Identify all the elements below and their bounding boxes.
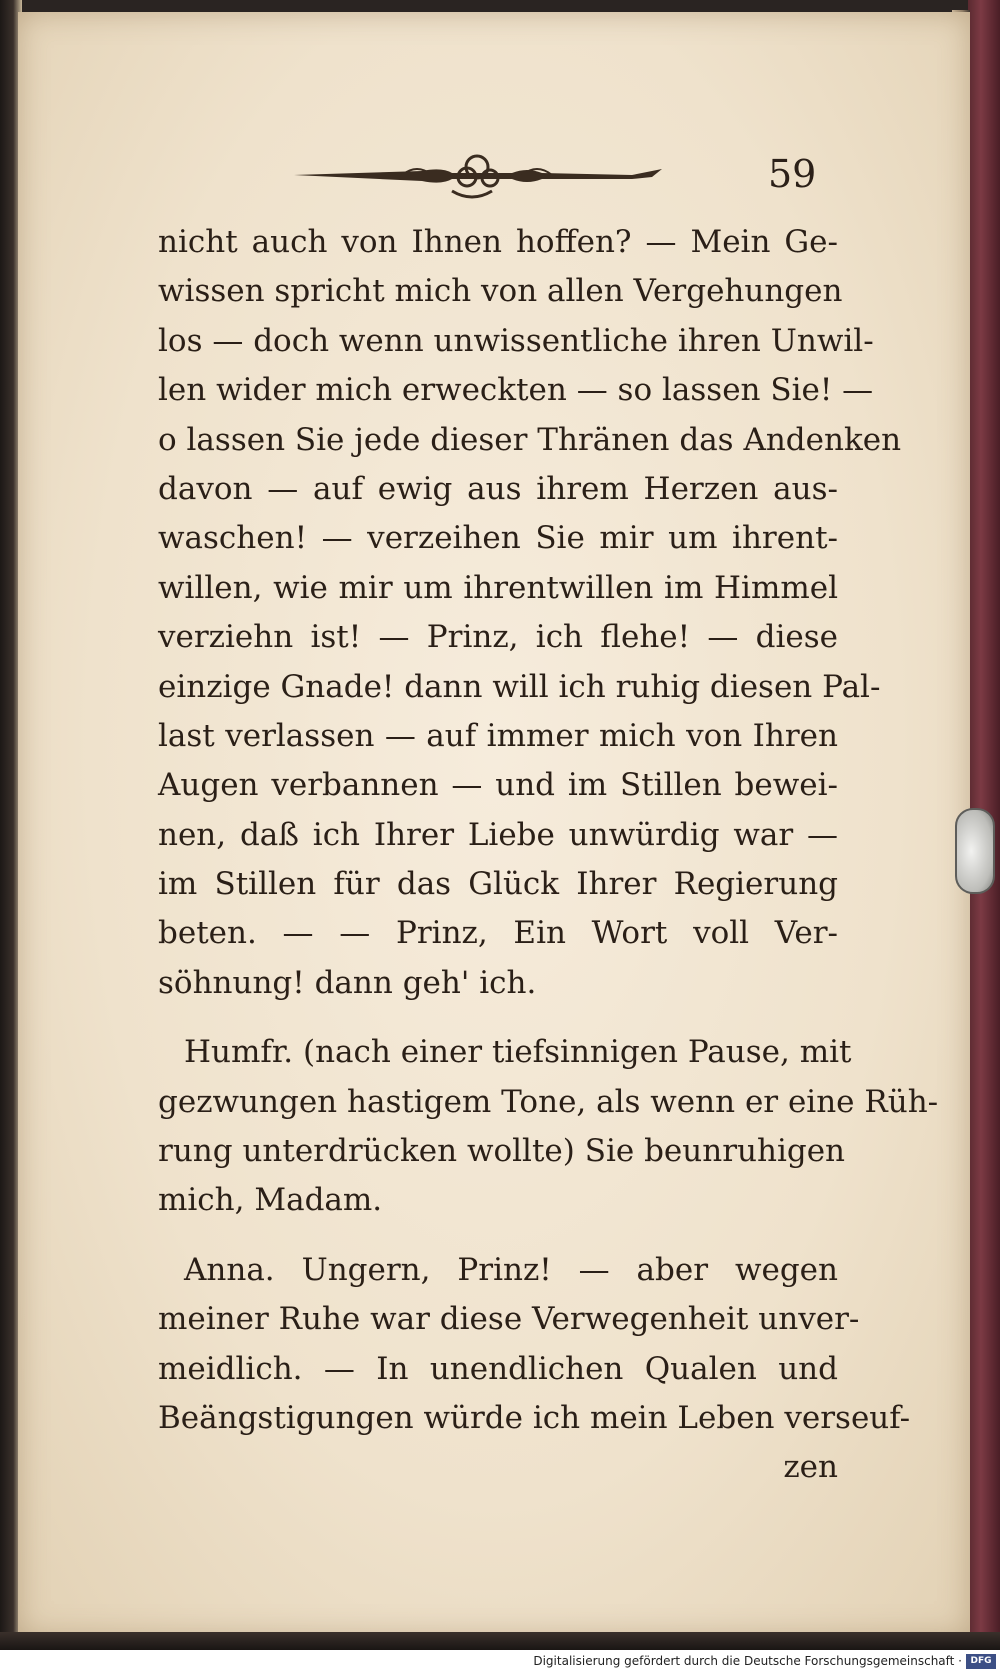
paragraph-gap xyxy=(158,1226,838,1246)
text-line: los — doch wenn unwissentliche ihren Unwil- xyxy=(158,322,874,359)
text-line: davon — auf ewig aus ihrem Herzen aus- xyxy=(158,470,838,507)
text-line: waschen! — verzeihen Sie mir um ihrent- xyxy=(158,520,838,557)
text-line: söhnung! dann geh' ich. xyxy=(158,964,537,1001)
text-line: im Stillen für das Glück Ihrer Regierung xyxy=(158,866,838,903)
text-line: nen, daß ich Ihrer Liebe unwürdig war — xyxy=(158,816,838,853)
text-line: beten. — — Prinz, Ein Wort voll Ver- xyxy=(158,915,838,952)
text-line: rung unterdrücken wollte) Sie beunruhigen xyxy=(158,1133,846,1170)
text-line: einzige Gnade! dann will ich ruhig diesen Pal- xyxy=(158,668,881,705)
text-line: gezwungen hastigem Tone, als wenn er eine Rüh- xyxy=(158,1083,939,1120)
text-line: o lassen Sie jede dieser Thränen das Andenken xyxy=(158,421,902,458)
page-number: 59 xyxy=(768,152,817,196)
page-clip xyxy=(955,808,995,894)
speaker-line-humfr: Humfr. (nach einer tiefsinnigen Pause, mit xyxy=(184,1034,852,1071)
paragraph-gap xyxy=(158,1008,838,1028)
text-line: wissen spricht mich von allen Vergehungen xyxy=(158,273,843,310)
page-text xyxy=(158,218,939,1493)
text-line: verziehn ist! — Prinz, ich flehe! — diese xyxy=(158,619,838,656)
dfg-logo-badge: DFG xyxy=(966,1654,996,1669)
text-line: Beängstigungen würde ich mein Leben verseuf- xyxy=(158,1399,911,1436)
ornament-flourish-icon xyxy=(292,145,672,205)
book-bottom-edge xyxy=(0,1632,1000,1650)
text-line: meidlich. — In unendlichen Qualen und xyxy=(158,1350,838,1387)
text-line: mich, Madam. xyxy=(158,1182,383,1219)
text-line: len wider mich erweckten — so lassen Sie! — xyxy=(158,372,874,409)
catchword: zen xyxy=(783,1449,838,1486)
speaker-line-anna: Anna. Ungern, Prinz! — aber wegen xyxy=(184,1251,838,1288)
text-line: nicht auch von Ihnen hoffen? — Mein Ge- xyxy=(158,224,838,260)
digitization-credit: Digitalisierung gefördert durch die Deutsche Forschungsgemeinschaft · xyxy=(533,1654,962,1668)
text-line: last verlassen — auf immer mich von Ihren xyxy=(158,717,838,754)
text-line: willen, wie mir um ihrentwillen im Himmel xyxy=(158,569,838,606)
text-line: Augen verbannen — und im Stillen bewei- xyxy=(158,767,838,804)
text-line: meiner Ruhe war diese Verwegenheit unver- xyxy=(158,1301,860,1338)
